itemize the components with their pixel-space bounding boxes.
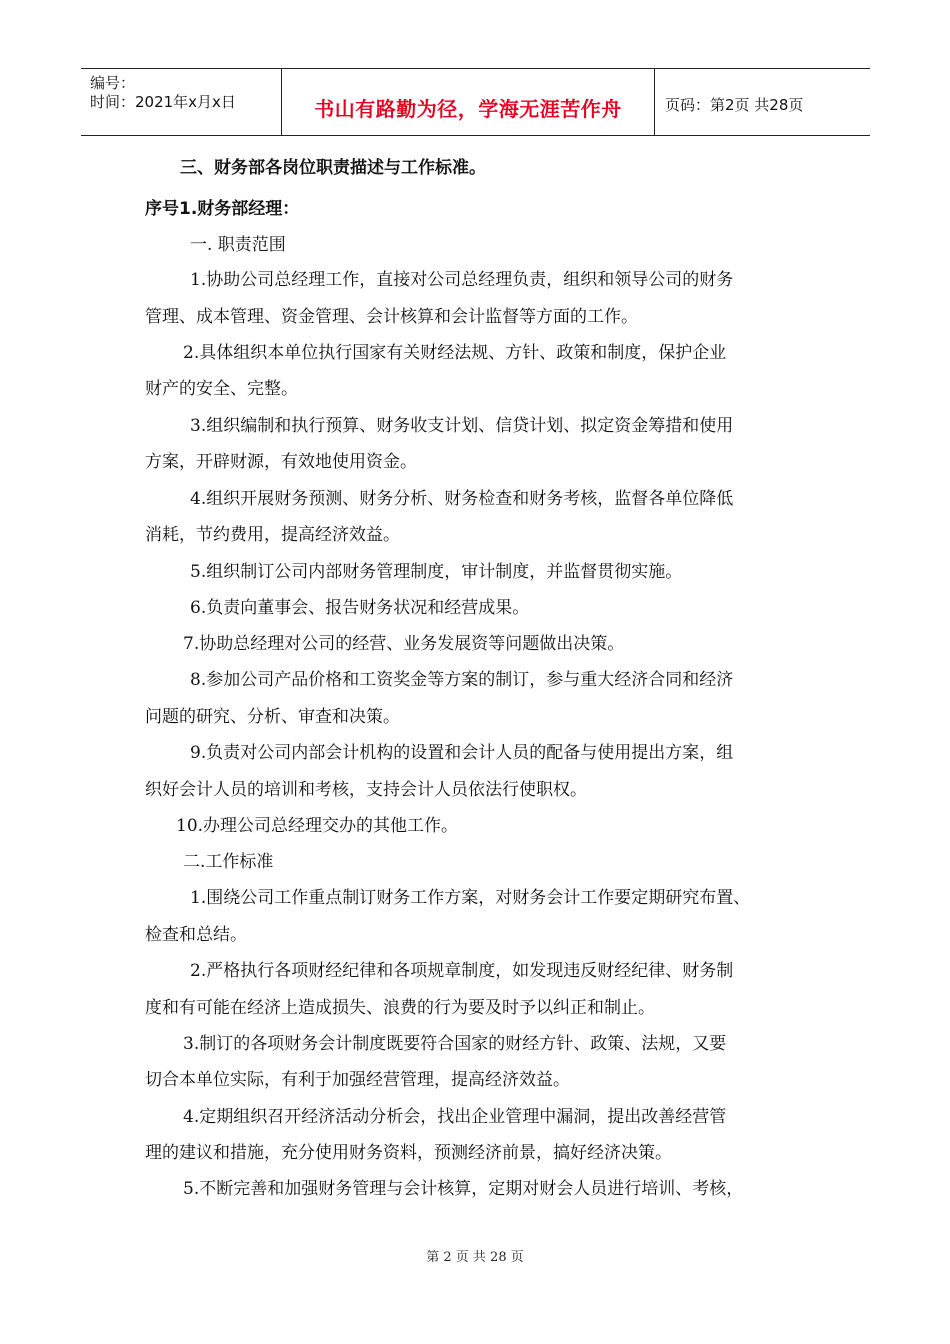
body-line: 消耗，节约费用，提高经济效益。: [145, 525, 400, 545]
body-line: 8.参加公司产品价格和工资奖金等方案的制订，参与重大经济合同和经济: [190, 670, 734, 690]
body-line: 7.协助总经理对公司的经营、业务发展资等问题做出决策。: [183, 634, 625, 654]
body-line: 理的建议和措施，充分使用财务资料，预测经济前景，搞好经济决策。: [145, 1143, 672, 1163]
body-line: 切合本单位实际，有利于加强经营管理，提高经济效益。: [145, 1070, 570, 1090]
body-line: 6.负责向董事会、报告财务状况和经营成果。: [190, 598, 530, 618]
body-line: 方案，开辟财源，有效地使用资金。: [145, 452, 417, 472]
body-line: 9.负责对公司内部会计机构的设置和会计人员的配备与使用提出方案，组: [190, 743, 734, 763]
body-line: 问题的研究、分析、审查和决策。: [145, 707, 400, 727]
body-line: 10.办理公司总经理交办的其他工作。: [176, 816, 459, 836]
body-line: 财产的安全、完整。: [145, 379, 298, 399]
page-footer: 第 2 页 共 28 页: [426, 1250, 524, 1265]
section-heading: 三、财务部各岗位职责描述与工作标准。: [180, 158, 486, 178]
body-line: 5.组织制订公司内部财务管理制度，审计制度，并监督贯彻实施。: [190, 562, 683, 582]
header-meta-cell: [81, 69, 282, 135]
header-motto: 书山有路勤为径，学海无涯苦作舟: [314, 97, 622, 121]
body-line: 3.制订的各项财务会计制度既要符合国家的财经方针、政策、法规，又要: [183, 1034, 727, 1054]
doc-time-label: 时间：2021年x月x日: [90, 93, 236, 111]
body-line: 检查和总结。: [145, 925, 247, 945]
body-line: 5.不断完善和加强财务管理与会计核算，定期对财会人员进行培训、考核，: [183, 1179, 744, 1199]
doc-number-label: 编号：: [90, 74, 136, 92]
document-header: [81, 68, 870, 136]
body-line: 3.组织编制和执行预算、财务收支计划、信贷计划、拟定资金筹措和使用: [190, 416, 734, 436]
body-line: 织好会计人员的培训和考核，支持会计人员依法行使职权。: [145, 780, 587, 800]
body-line: 4.组织开展财务预测、财务分析、财务检查和财务考核，监督各单位降低: [190, 489, 734, 509]
body-line: 1.协助公司总经理工作，直接对公司总经理负责，组织和领导公司的财务: [190, 270, 734, 290]
part1-title: 一. 职责范围: [190, 235, 286, 255]
header-page-cell: [655, 69, 870, 135]
header-page-code: 页码：第2页 共28页: [665, 96, 804, 114]
body-line: 管理、成本管理、资金管理、会计核算和会计监督等方面的工作。: [145, 307, 638, 327]
body-line: 2.严格执行各项财经纪律和各项规章制度，如发现违反财经纪律、财务制: [190, 961, 734, 981]
part2-title: 二.工作标准: [183, 852, 274, 872]
body-line: 度和有可能在经济上造成损失、浪费的行为要及时予以纠正和制止。: [145, 998, 655, 1018]
body-line: 2.具体组织本单位执行国家有关财经法规、方针、政策和制度，保护企业: [183, 343, 727, 363]
header-motto-cell: [282, 69, 655, 135]
body-line: 4.定期组织召开经济活动分析会，找出企业管理中漏洞，提出改善经营管: [183, 1107, 727, 1127]
body-line: 1.围绕公司工作重点制订财务工作方案，对财务会计工作要定期研究布置、: [190, 888, 751, 908]
post-title: 序号1.财务部经理：: [145, 199, 300, 219]
